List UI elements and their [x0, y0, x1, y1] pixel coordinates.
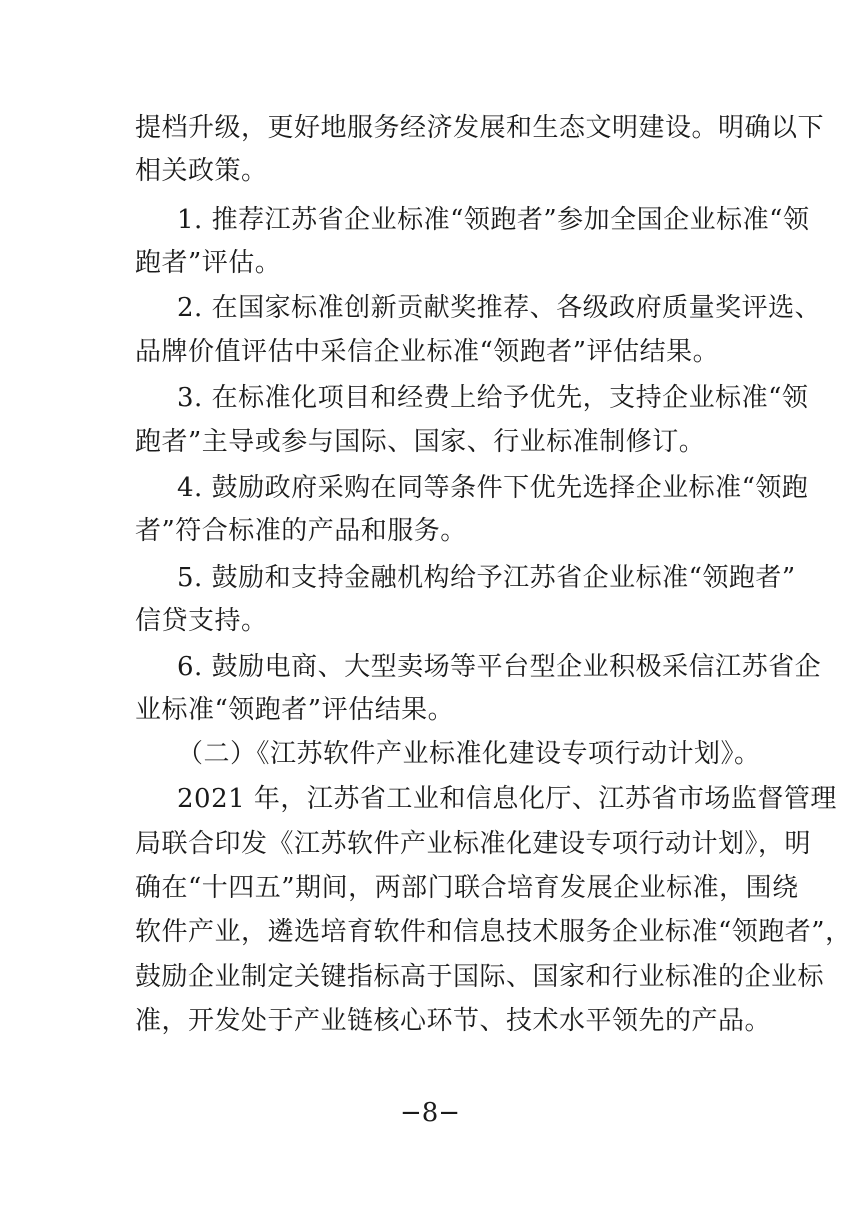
body-line: 者”符合标准的产品和服务。 [135, 516, 467, 546]
section-heading: （二）《江苏软件产业标准化建设专项行动计划》。 [177, 739, 761, 769]
policy-item-3: 3. 在标准化项目和经费上给予优先，支持企业标准“领 [177, 383, 809, 413]
body-line: 品牌价值评估中采信企业标准“领跑者”评估结果。 [135, 337, 720, 367]
body-line: 跑者”评估。 [135, 248, 282, 278]
body-line: 准，开发处于产业链核心环节、技术水平领先的产品。 [135, 1006, 772, 1036]
body-line: 软件产业，遴选培育软件和信息技术服务企业标准“领跑者”， [135, 917, 852, 947]
policy-item-1: 1. 推荐江苏省企业标准“领跑者”参加全国企业标准“领 [177, 205, 810, 235]
body-line: 提档升级，更好地服务经济发展和生态文明建设。明确以下 [135, 113, 825, 143]
body-line: 信贷支持。 [135, 606, 268, 636]
body-line: 业标准“领跑者”评估结果。 [135, 695, 455, 725]
body-line: 2021 年，江苏省工业和信息化厅、江苏省市场监督管理 [177, 784, 837, 814]
policy-item-4: 4. 鼓励政府采购在同等条件下优先选择企业标准“领跑 [177, 473, 809, 503]
body-line: 跑者”主导或参与国际、国家、行业标准制修订。 [135, 427, 706, 457]
body-line: 确在“十四五”期间，两部门联合培育发展企业标准，围绕 [135, 873, 799, 903]
policy-item-6: 6. 鼓励电商、大型卖场等平台型企业积极采信江苏省企 [177, 652, 822, 682]
body-line: 局联合印发《江苏软件产业标准化建设专项行动计划》，明 [135, 829, 812, 859]
body-line: 相关政策。 [135, 156, 268, 186]
policy-item-2: 2. 在国家标准创新贡献奖推荐、各级政府质量奖评选、 [177, 293, 822, 323]
body-line: 鼓励企业制定关键指标高于国际、国家和行业标准的企业标 [135, 962, 825, 992]
policy-item-5: 5. 鼓励和支持金融机构给予江苏省企业标准“领跑者” [177, 563, 796, 593]
page-number: −8− [399, 1098, 461, 1128]
